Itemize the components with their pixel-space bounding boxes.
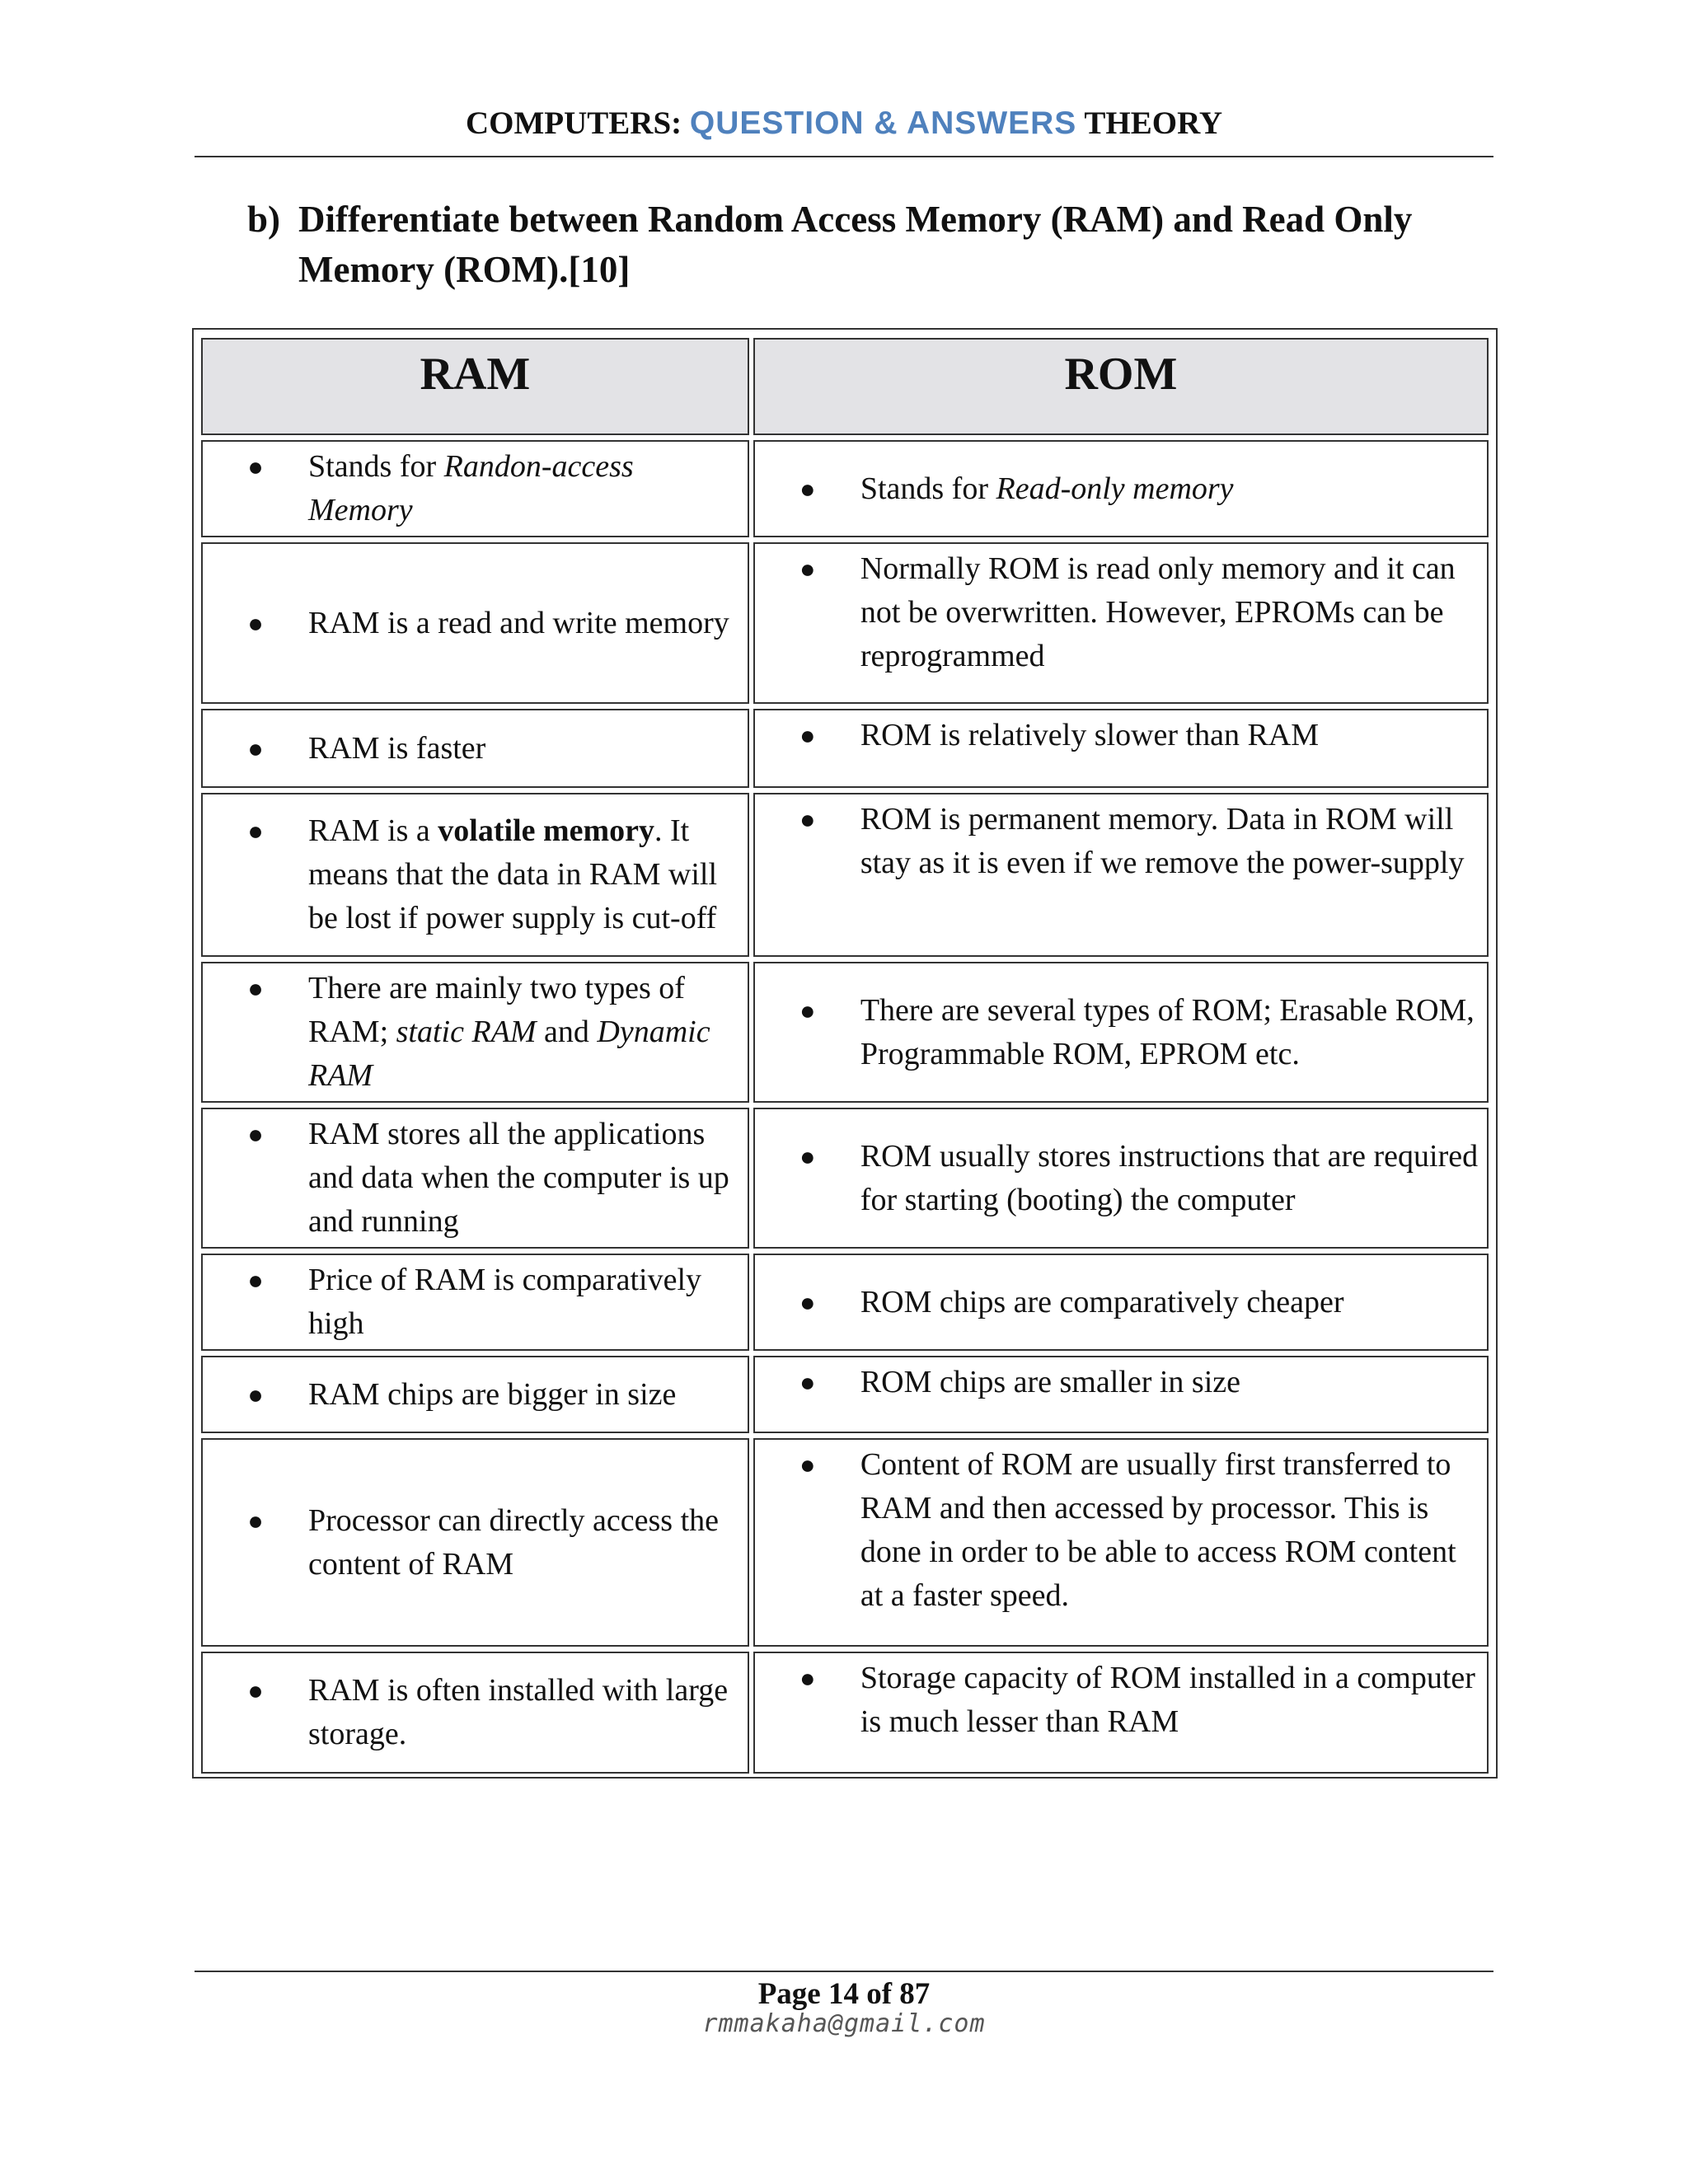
- rom-cell: [753, 1254, 1489, 1351]
- header-title: COMPUTERS: [465, 105, 672, 141]
- table-row: [201, 1438, 1489, 1647]
- bullet-icon: ●: [799, 1141, 816, 1171]
- bullet-icon: ●: [247, 607, 264, 638]
- rom-cell: [753, 1108, 1489, 1249]
- rom-text: Normally ROM is read only memory and it can not be overwritten. However, EPROMs can be reprogrammed: [860, 551, 1456, 673]
- bullet-icon: ●: [799, 1663, 816, 1693]
- header-colon: :: [671, 105, 690, 141]
- ram-cell: [201, 1356, 749, 1433]
- rom-cell: [753, 1438, 1489, 1647]
- ram-cell: [201, 1108, 749, 1249]
- ram-text: RAM is faster: [308, 730, 486, 766]
- header-highlight: QUESTION & ANSWERS: [689, 105, 1077, 141]
- page-number: Page 14 of 87: [757, 1977, 931, 2011]
- bullet-icon: ●: [799, 473, 816, 504]
- ram-cell: [201, 1438, 749, 1647]
- rom-text: Storage capacity of ROM installed in a computer is much lesser than RAM: [860, 1661, 1475, 1739]
- rom-cell: [753, 793, 1489, 957]
- bullet-icon: ●: [247, 1379, 264, 1409]
- bullet-icon: ●: [799, 995, 816, 1025]
- rom-text: ROM is permanent memory. Data in ROM will stay as it is even if we remove the power-supply: [860, 802, 1465, 880]
- footer-divider: [195, 1971, 1493, 1972]
- question-text: Differentiate between Random Access Memory (RAM) and Read Only Memory (ROM).[10]: [298, 199, 1413, 290]
- ram-text: RAM is often installed with large storage.: [308, 1673, 729, 1751]
- table-row: [201, 962, 1489, 1103]
- table-row: [201, 542, 1489, 704]
- ram-cell: [201, 440, 749, 537]
- bullet-icon: ●: [247, 1675, 264, 1705]
- rom-cell: [753, 962, 1489, 1103]
- ram-cell: [201, 542, 749, 704]
- ram-text: Processor can directly access the content of RAM: [308, 1502, 720, 1582]
- bullet-icon: ●: [247, 1265, 264, 1295]
- table-row: [201, 1356, 1489, 1433]
- rom-cell: [753, 440, 1489, 537]
- comparison-table: [192, 328, 1498, 1779]
- bullet-icon: ●: [247, 973, 264, 1003]
- bullet-icon: ●: [247, 452, 264, 481]
- rom-text: Stands for Read-only memory: [860, 471, 1234, 506]
- rom-text: ROM is relatively slower than RAM: [860, 718, 1320, 752]
- ram-cell: [201, 1652, 749, 1774]
- rom-text: ROM chips are comparatively cheaper: [860, 1284, 1344, 1319]
- ram-text: Price of RAM is comparatively high: [308, 1263, 702, 1341]
- ram-text: RAM chips are bigger in size: [308, 1376, 677, 1412]
- header-suffix: THEORY: [1076, 105, 1223, 141]
- table-row: [201, 1652, 1489, 1774]
- rom-text: There are several types of ROM; Erasable ROM, Programmable ROM, EPROM etc.: [860, 992, 1475, 1071]
- bullet-icon: ●: [247, 1119, 264, 1149]
- question-label: b): [247, 199, 281, 240]
- bullet-icon: ●: [799, 1450, 816, 1479]
- footer-email: rmmakaha@gmail.com: [702, 2009, 986, 2038]
- rom-cell: [753, 709, 1489, 788]
- header-divider: [195, 156, 1493, 157]
- bullet-icon: ●: [799, 1367, 816, 1397]
- rom-text: ROM usually stores instructions that are required for starting (booting) the computer: [860, 1138, 1479, 1217]
- ram-cell: [201, 962, 749, 1103]
- table-row: [201, 793, 1489, 957]
- header-cell-rom: ROM: [753, 338, 1489, 435]
- bullet-icon: ●: [247, 1505, 264, 1535]
- page-header: [195, 101, 1493, 147]
- table-row: [201, 1108, 1489, 1249]
- table-row: [201, 1254, 1489, 1351]
- ram-text: RAM is a volatile memory. It means that the data in RAM will be lost if power supply is cut-off: [308, 813, 718, 935]
- ram-cell: [201, 1254, 749, 1351]
- header-cell-ram: RAM: [201, 338, 749, 435]
- ram-cell: [201, 793, 749, 957]
- bullet-icon: ●: [799, 720, 816, 750]
- bullet-icon: ●: [799, 1286, 816, 1317]
- rom-cell: [753, 542, 1489, 704]
- table-row: [201, 709, 1489, 788]
- ram-text: RAM stores all the applications and data when the computer is up and running: [308, 1117, 729, 1239]
- ram-text: RAM is a read and write memory: [308, 605, 729, 640]
- bullet-icon: ●: [247, 816, 264, 846]
- rom-cell: [753, 1356, 1489, 1433]
- bullet-icon: ●: [247, 733, 264, 763]
- bullet-icon: ●: [799, 804, 816, 834]
- ram-text: Stands for Randon-access Memory: [308, 449, 634, 527]
- bullet-icon: ●: [799, 554, 816, 583]
- rom-text: Content of ROM are usually first transferred to RAM and then accessed by processor. This is done in order to be able to access ROM content at a faster speed.: [860, 1447, 1456, 1613]
- ram-text: There are mainly two types of RAM; static RAM and Dynamic RAM: [308, 971, 710, 1093]
- rom-cell: [753, 1652, 1489, 1774]
- question-heading: [247, 194, 1500, 295]
- rom-text: ROM chips are smaller in size: [860, 1365, 1240, 1399]
- table-row: [201, 440, 1489, 537]
- ram-cell: [201, 709, 749, 788]
